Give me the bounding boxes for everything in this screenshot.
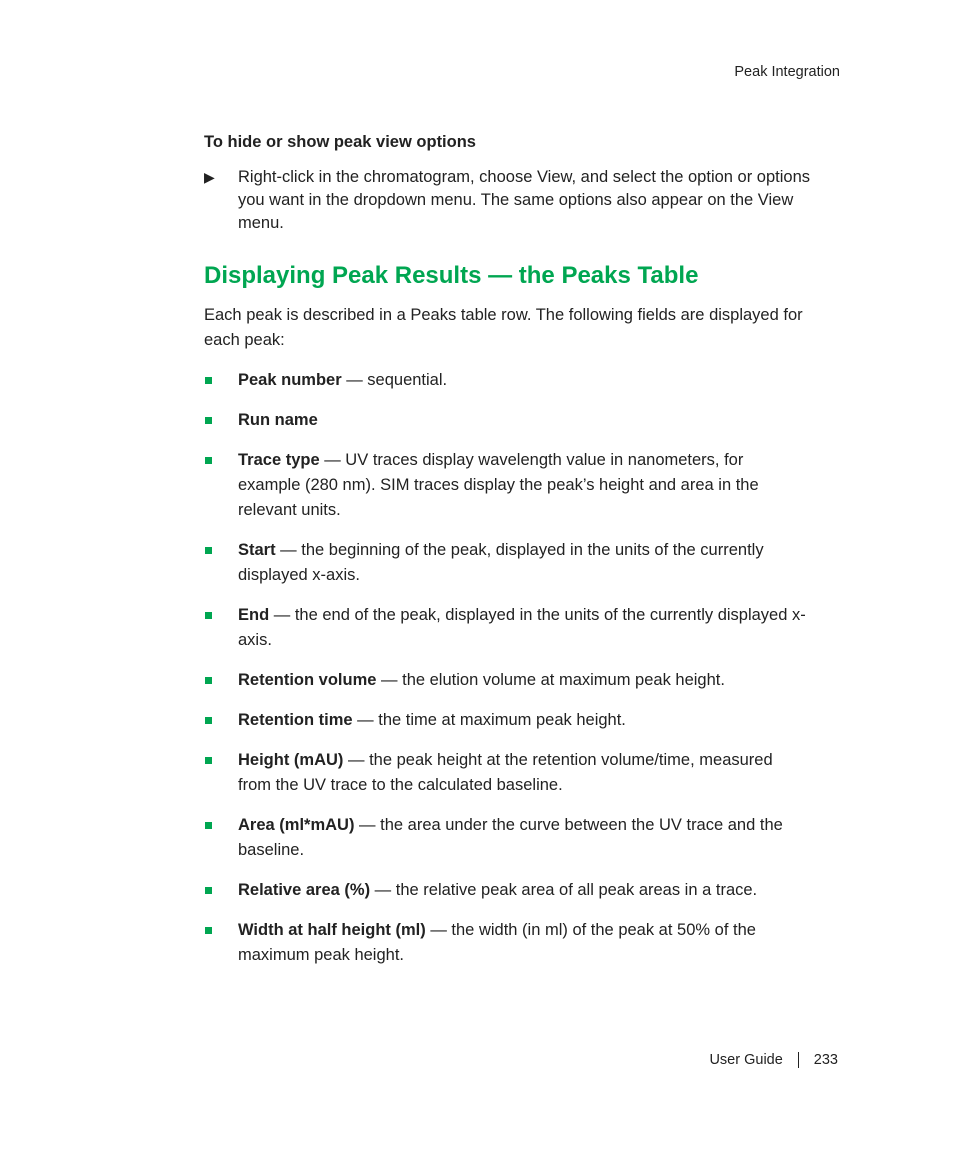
field-name: Retention volume [238,671,377,689]
field-name: Width at half height (ml) [238,921,426,939]
field-description: — the relative peak area of all peak areas in a trace. [370,881,758,899]
procedure-title: To hide or show peak view options [204,133,476,151]
square-bullet-icon [204,878,238,903]
square-bullet-icon [204,708,238,733]
field-description: — the elution volume at maximum peak height. [376,671,725,689]
procedure-step-text: Right-click in the chromatogram, choose View, and select the option or options you want in the dropdown menu. The same options also appear on the View menu. [238,168,811,232]
square-bullet-icon [204,538,238,588]
list-item [204,603,840,653]
field-name: Relative area (%) [238,881,371,899]
footer-doc-title: User Guide [709,1052,783,1068]
square-bullet-icon [204,408,238,433]
square-bullet-icon [204,668,238,693]
field-description: — UV traces display wavelength value in nanometers, for example (280 nm). SIM traces display the peak’s height and area in the relevant units. [238,451,759,519]
field-name: Trace type [238,451,320,469]
list-item [204,813,840,863]
list-item [204,368,840,393]
list-item [204,748,840,798]
page-content [204,130,840,983]
page-number: 233 [813,1052,838,1068]
field-description: — the time at maximum peak height. [352,711,626,729]
procedure-step [204,166,840,235]
list-item [204,408,840,433]
field-description: — the area under the curve between the UV trace and the baseline. [238,816,783,859]
section-title: Displaying Peak Results — the Peaks Table [204,262,699,289]
square-bullet-icon [204,368,238,393]
field-name: Area (ml*mAU) [238,816,355,834]
field-description: — sequential. [341,371,448,389]
field-description: — the end of the peak, displayed in the units of the currently displayed x-axis. [238,606,806,649]
field-description: — the beginning of the peak, displayed in the units of the currently displayed x-axis. [238,541,764,584]
field-name: Peak number [238,371,342,389]
field-name: Retention time [238,711,353,729]
list-item [204,708,840,733]
running-header: Peak Integration [734,64,840,80]
field-description: — the width (in ml) of the peak at 50% of the maximum peak height. [238,921,756,964]
footer-divider [798,1052,799,1068]
square-bullet-icon [204,448,238,523]
field-name: End [238,606,270,624]
square-bullet-icon [204,748,238,798]
field-name: Run name [238,411,318,429]
list-item [204,448,840,523]
field-description: — the peak height at the retention volume/time, measured from the UV trace to the calculated baseline. [238,751,773,794]
triangle-bullet-icon: ▶ [204,169,215,185]
square-bullet-icon [204,813,238,863]
list-item [204,878,840,903]
list-item [204,918,840,968]
square-bullet-icon [204,603,238,653]
square-bullet-icon [204,918,238,968]
field-name: Start [238,541,276,559]
field-name: Height (mAU) [238,751,344,769]
page-footer [709,1052,838,1068]
list-item [204,668,840,693]
list-item [204,538,840,588]
peak-field-list [204,368,840,968]
section-intro: Each peak is described in a Peaks table row. The following fields are displayed for each peak: [204,306,803,349]
